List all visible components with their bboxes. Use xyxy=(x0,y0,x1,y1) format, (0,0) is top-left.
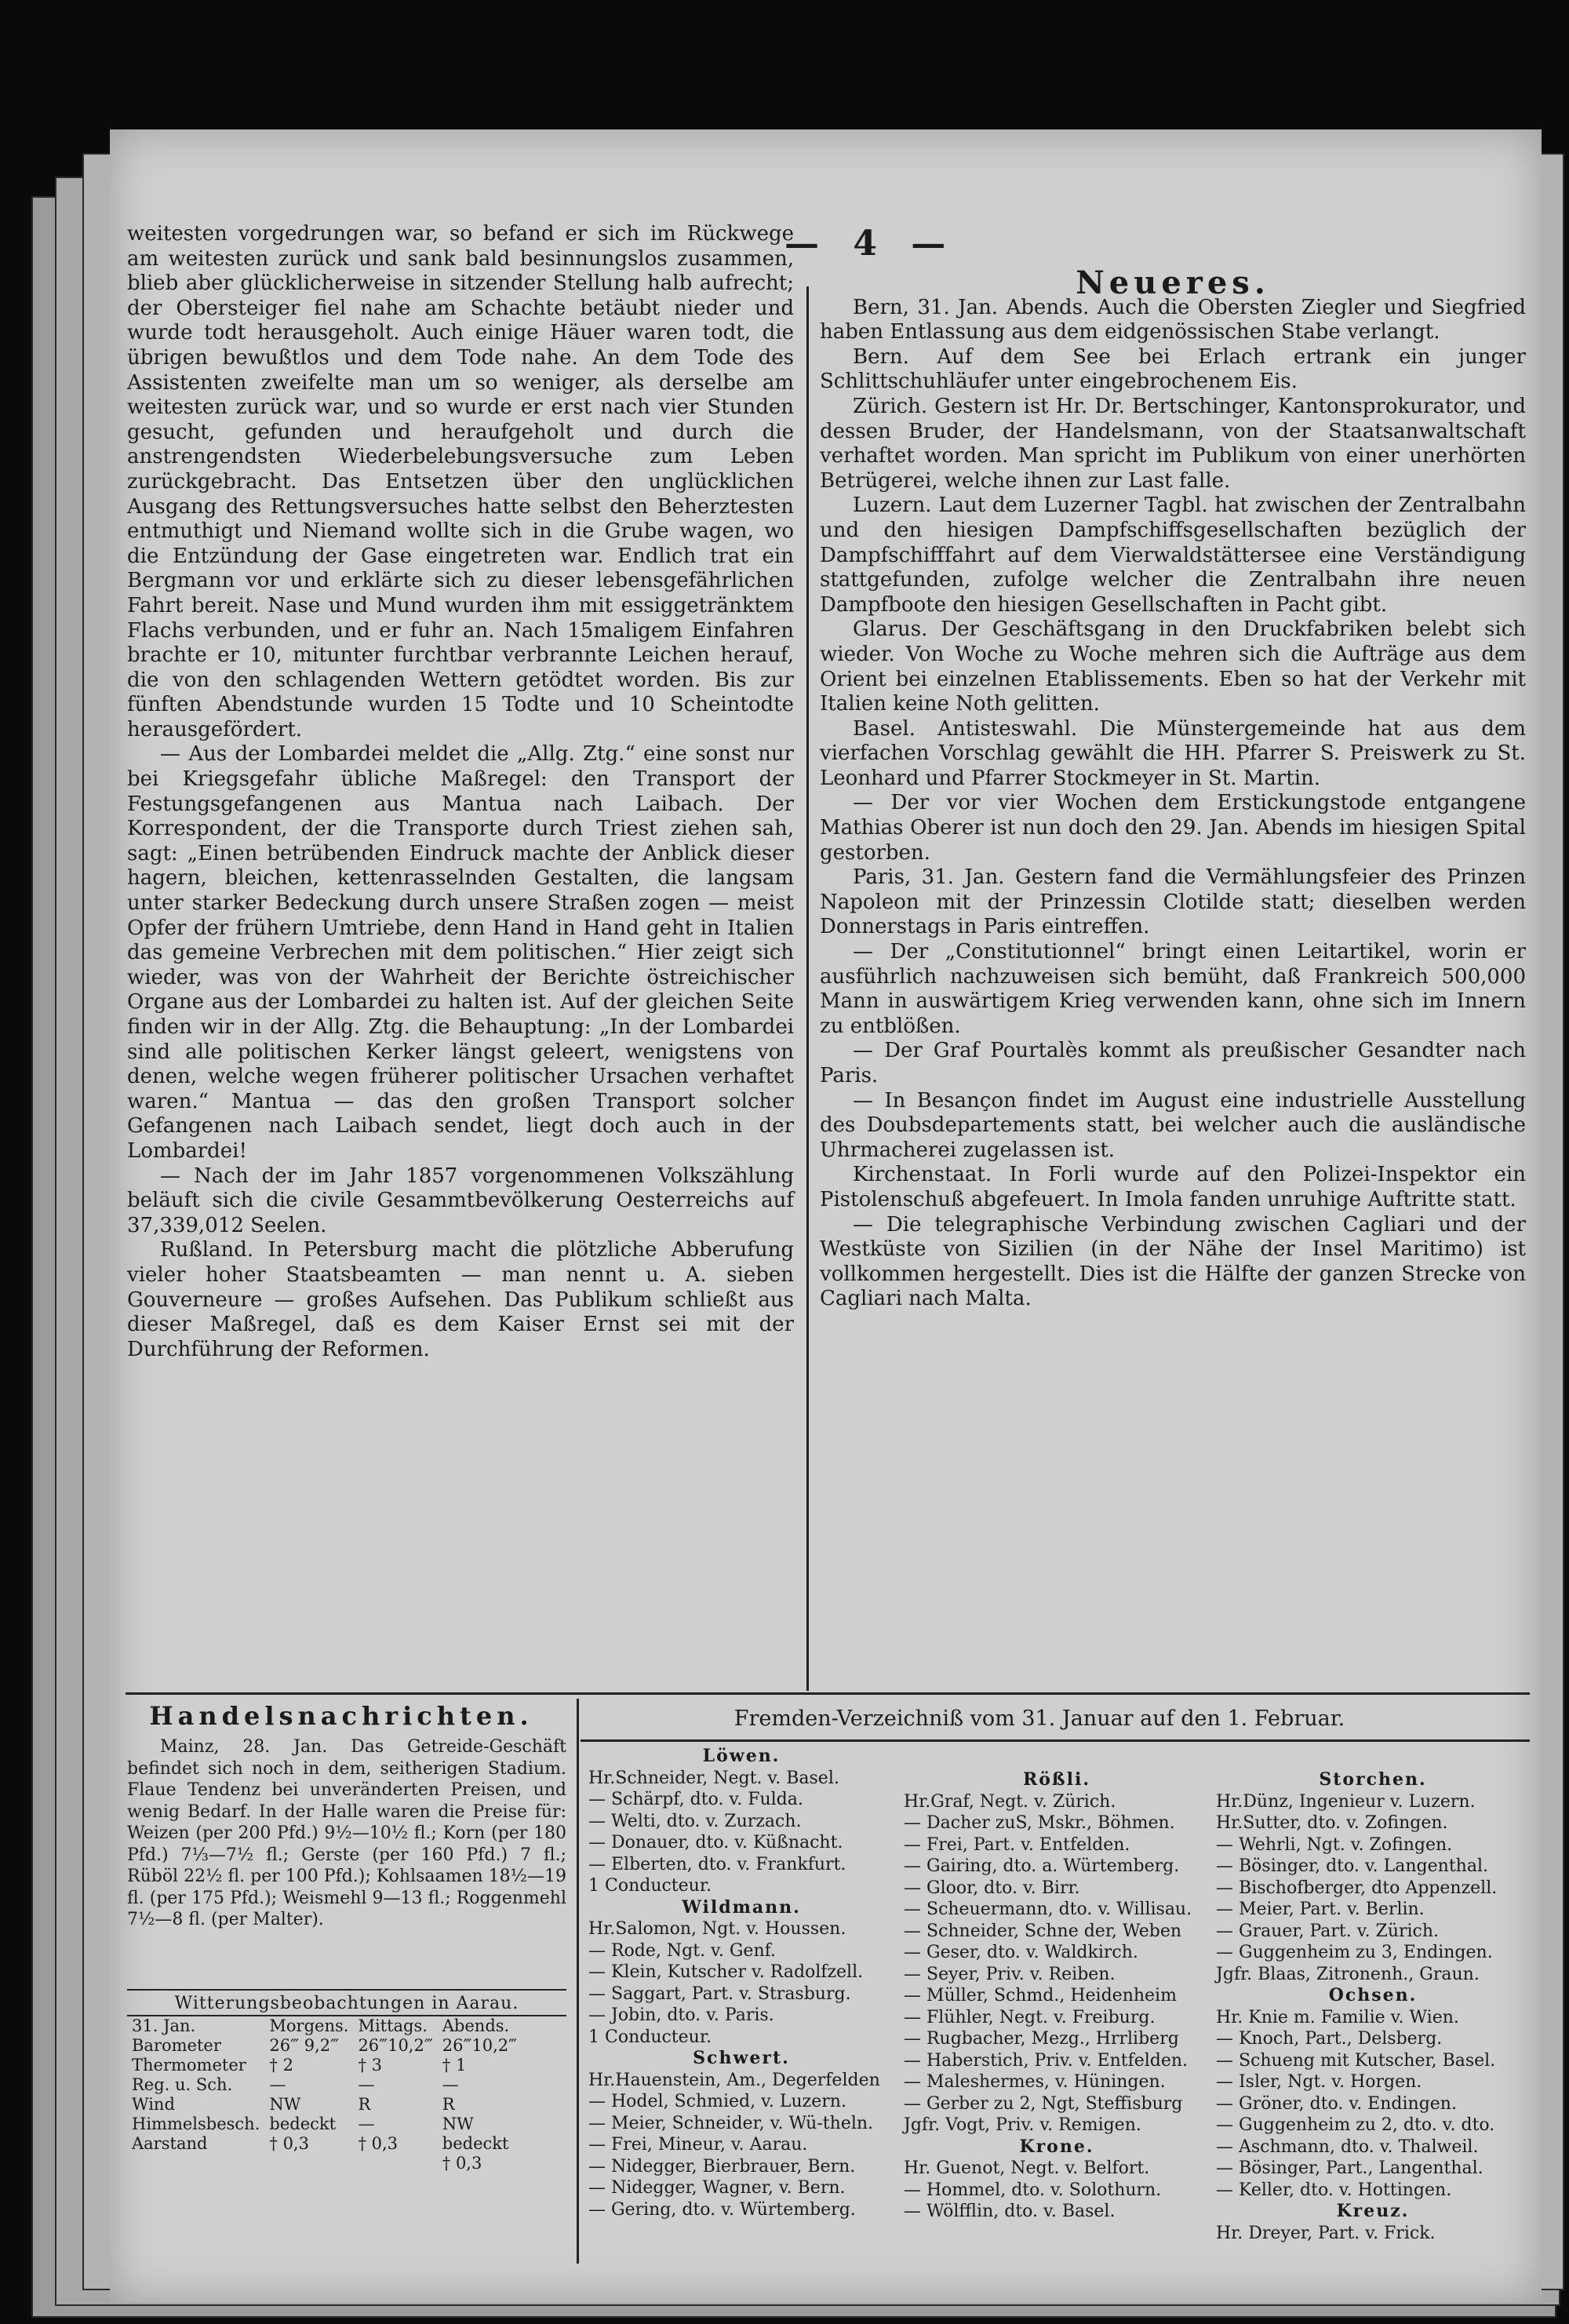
guest-entry: — Meier, Schneider, v. Wü-theln. xyxy=(588,2113,874,2133)
fremden-column-1 xyxy=(588,1746,894,2220)
news-telegraph: — Die telegraphische Verbindung zwischen Cagliari und der Westküste von Sizilien (in der Nähe der Insel Maritimo) ist vollkommen hergestellt. Dies ist die Hälfte der ganzen Strecke von Cagliari nach Malta. xyxy=(820,1212,1526,1311)
column-divider xyxy=(806,286,809,1691)
guest-entry: — Schärpf, dto. v. Fulda. xyxy=(588,1790,803,1809)
guest-entry: — Müller, Schmd., Heidenheim xyxy=(904,1986,1177,2005)
guest-entry: — Gröner, dto. v. Endingen. xyxy=(1216,2093,1457,2114)
guest-entry: — Saggart, Part. v. Strasburg. xyxy=(588,1983,851,2004)
handels-section xyxy=(127,1736,566,1931)
weather-cell: † 1 xyxy=(442,2055,467,2074)
hotel-heading: Kreuz. xyxy=(1336,2201,1410,2221)
news-pourtales: — Der Graf Pourtalès kommt als preußischer Gesandter nach Paris. xyxy=(820,1039,1526,1087)
fremden-column-2 xyxy=(904,1769,1210,2223)
hotel-heading: Krone. xyxy=(1019,2136,1094,2157)
page-number xyxy=(784,224,956,264)
guest-entry: — Gairing, dto. a. Würtemberg. xyxy=(904,1856,1180,1876)
weather-cell: † 0,3 xyxy=(269,2133,309,2153)
guest-entry: — Seyer, Priv. v. Reiben. xyxy=(904,1964,1116,1984)
weather-cell: Himmelsbesch. xyxy=(132,2114,260,2133)
guest-entry: — Jobin, dto. v. Paris. xyxy=(588,2005,774,2025)
guest-entry: Hr.Salomon, Ngt. v. Houssen. xyxy=(588,1919,846,1939)
hotel-heading: Schwert. xyxy=(693,2048,790,2068)
left-column xyxy=(127,222,794,1362)
guest-entry: — Nidegger, Wagner, v. Bern. xyxy=(588,2178,846,2198)
weather-cell: 26‴ 9,2‴ xyxy=(269,2035,340,2055)
article-lombardei: — Aus der Lombardei meldet die „Allg. Ztg.“ eine sonst nur bei Kriegsgefahr übliche Maßregel: den Transport der Festungsgefangenen aus Mantua nach Laibach. Der Korrespondent, der die Transporte durch Triest ziehen sah, sagt: „Einen betrübenden Eindruck machte der Anblick dieser hagern, bleichen, kettenrasselnden Gestalten, die langsam unter starker Bedeckung durch unsere Straßen zogen — meist Opfer der frühern Umtriebe, denn Hand in Hand geht in Italien das gemeine Verbrechen mit dem politischen.“ Hier zeigt sich wieder, was von der Wahrheit der Berichte östreichischer Organe aus der Lombardei zu halten ist. Auf der gleichen Seite finden wir in der Allg. Ztg. die Behauptung: „In der Lombardei sind alle politischen Kerker längst geleert, wenigstens von denen, welche wegen früherer politischer Ursachen verhaftet waren.“ Mantua — das den großen Transport solcher Gefangenen nach Laibach sendet, liegt doch auch in der Lombardei! xyxy=(127,742,794,1163)
guest-entry: — Rugbacher, Mezg., Hrrliberg xyxy=(904,2029,1179,2049)
news-paris: Paris, 31. Jan. Gestern fand die Vermählungsfeier des Prinzen Napoleon mit der Prinzessin Clotilde statt; dieselben werden Donnerstags in Paris eintreffen. xyxy=(820,865,1526,939)
weather-cell: bedeckt xyxy=(269,2114,337,2133)
dash-left: — xyxy=(784,224,830,264)
article-russland: Rußland. In Petersburg macht die plötzliche Abberufung vieler hoher Staatsbeamten — man nennt u. A. sieben Gouverneure — großes Aufsehen. Das Publikum schließt aus dieser Maßregel, daß es dem Kaiser Ernst sei mit der Durchführung der Reformen. xyxy=(127,1238,794,1361)
weather-cell: NW xyxy=(442,2114,474,2133)
handels-text: Mainz, 28. Jan. Das Getreide-Geschäft befindet sich noch in dem, seitherigen Stadium. Flaue Tendenz bei unveränderten Preisen, und wenig Bedarf. In der Halle waren die Preise für: Weizen (per 200 Pfd.) 9½—10½ fl.; Korn (per 180 Pfd.) 7⅓—7½ fl.; Gerste (per 160 Pfd.) 7 fl.; Rüböl 22½ fl. per 100 Pfd.); Kohlsaamen 18½—19 fl. (per 175 Pfd.); Weismehl 9—13 fl.; Roggenmehl 7½—8 fl. (per Malter). xyxy=(127,1737,566,1929)
guest-entry: — Gloor, dto. v. Birr. xyxy=(904,1878,1080,1898)
guest-entry: Hr.Graf, Negt. v. Zürich. xyxy=(904,1791,1116,1812)
weather-row xyxy=(127,2075,522,2095)
weather-cell: 26‴10,2‴ xyxy=(358,2035,433,2055)
weather-header-row xyxy=(127,2016,522,2036)
weather-section xyxy=(127,1993,566,2173)
guest-entry: 1 Conducteur. xyxy=(588,1876,712,1896)
right-column xyxy=(820,264,1526,1312)
news-kirchenstaat: Kirchenstaat. In Forli wurde auf den Polizei-Inspektor ein Pistolenschuß abgefeuert. In Imola fanden unruhige Auftritte statt. xyxy=(820,1163,1526,1211)
guest-entry: Jgfr. Blaas, Zitronenh., Graun. xyxy=(1216,1964,1480,1984)
weather-cell: — xyxy=(358,2074,375,2094)
guest-entry: — Elberten, dto. v. Frankfurt. xyxy=(588,1854,846,1874)
page-number-value: 4 xyxy=(853,224,888,264)
weather-cell: bedeckt xyxy=(442,2133,509,2153)
guest-entry: — Wehrli, Ngt. v. Zofingen. xyxy=(1216,1834,1453,1855)
weather-cell: — xyxy=(442,2074,459,2094)
fremden-title: Fremden-Verzeichniß vom 31. Januar auf den 1. Februar. xyxy=(734,1707,1345,1731)
weather-cell: Wind xyxy=(132,2094,175,2114)
guest-entry: — Bösinger, Part., Langenthal. xyxy=(1216,2158,1483,2178)
guest-entry: — Hommel, dto. v. Solothurn. xyxy=(904,2180,1162,2200)
guest-entry: — Bösinger, dto. v. Langenthal. xyxy=(1216,1856,1488,1876)
guest-entry: — Frei, Part. v. Entfelden. xyxy=(904,1834,1130,1855)
guest-entry: — Schueng mit Kutscher, Basel. xyxy=(1216,2050,1496,2071)
guest-entry: — Schneider, Schne der, Weben xyxy=(904,1921,1182,1941)
news-besancon: — In Besançon findet im August eine industrielle Ausstellung des Doubsdepartements statt, bei welcher auch die ausländische Uhrmacherei zugelassen ist. xyxy=(820,1088,1526,1162)
guest-entry: — Rode, Ngt. v. Genf. xyxy=(588,1940,776,1961)
weather-cell xyxy=(264,2154,353,2173)
hotel-heading: Wildmann. xyxy=(682,1896,801,1918)
dash-right: — xyxy=(911,224,957,264)
weather-cell: Reg. u. Sch. xyxy=(132,2074,233,2094)
weather-header-noon: Mittags. xyxy=(358,2016,428,2035)
weather-cell: † 0,3 xyxy=(442,2153,482,2173)
guest-entry: — Guggenheim zu 3, Endingen. xyxy=(1216,1943,1493,1962)
guest-entry: Hr.Dünz, Ingenieur v. Luzern. xyxy=(1216,1791,1476,1812)
weather-table xyxy=(127,2016,522,2173)
neueres-heading: Neueres. xyxy=(1076,264,1270,301)
guest-entry: 1 Conducteur. xyxy=(588,2027,712,2047)
guest-entry: — Maleshermes, v. Hüningen. xyxy=(904,2072,1166,2092)
guest-entry: Hr.Schneider, Negt. v. Basel. xyxy=(588,1768,839,1788)
weather-row xyxy=(127,2115,522,2134)
guest-entry: — Flühler, Negt. v. Freiburg. xyxy=(904,2007,1156,2027)
weather-cell: † 2 xyxy=(269,2055,293,2074)
weather-row xyxy=(127,2134,522,2154)
weather-title: Witterungsbeobachtungen in Aarau. xyxy=(174,1994,519,2013)
weather-cell: R xyxy=(358,2094,371,2114)
article-mine-accident: weitesten vorgedrungen war, so befand er sich im Rückwege am weitesten zurück und sank bald besinnungslos zusammen, blieb aber glücklicherweise in sitzender Stellung halb aufrecht; der Obersteiger fiel nahe am Schachte betäubt nieder und wurde todt herausgeholt. Auch einige Häuer waren todt, die übrigen bewußtlos und dem Tode nahe. An dem Tode des Assistenten zweifelte man um so weniger, als derselbe am weitesten zurück war, und so wurde er erst nach vier Stunden gesucht, gefunden und heraufgeholt und durch die anstrengendsten Wiederbelebungsversuche zum Leben zurückgebracht. Das Entsetzen über den unglücklichen Ausgang des Rettungsversuches hatte selbst den Beherztesten entmuthigt und Niemand wollte sich in die Grube wagen, wo die Entzündung der Gase eingetreten war. Endlich trat ein Bergmann vor und erklärte sich zu dieser lebensgefährlichen Fahrt bereit. Nase und Mund wurden ihm mit essiggetränktem Flachs verbunden, und er fuhr an. Nach 15maligem Einfahren brachte er 10, mitunter furchtbar verbrannte Leichen herauf, die von den schlagenden Wettern getödtet worden. Bis zur fünften Abendstunde wurden 15 Todte und 10 Scheintodte herausgefördert. xyxy=(127,222,794,741)
weather-cell: † 3 xyxy=(358,2055,382,2074)
guest-entry: — Geser, dto. v. Waldkirch. xyxy=(904,1943,1138,1962)
weather-cell xyxy=(127,2154,264,2173)
weather-header-evening: Abends. xyxy=(442,2016,510,2035)
guest-entry: — Klein, Kutscher v. Radolfzell. xyxy=(588,1962,864,1982)
weather-row xyxy=(127,2036,522,2056)
guest-entry: Hr. Dreyer, Part. v. Frick. xyxy=(1216,2223,1436,2243)
guest-entry: — Knoch, Part., Delsberg. xyxy=(1216,2029,1443,2049)
weather-cell: Aarstand xyxy=(132,2133,208,2153)
news-basel-2: — Der vor vier Wochen dem Erstickungstode entgangene Mathias Oberer ist nun doch den 29. Jan. Abends im hiesigen Spital gestorben. xyxy=(820,791,1526,865)
weather-cell: Thermometer xyxy=(132,2055,246,2074)
guest-entry: — Wölfflin, dto. v. Basel. xyxy=(904,2202,1116,2221)
guest-entry: Hr.Hauenstein, Am., Degerfelden xyxy=(588,2070,880,2090)
newspaper-page xyxy=(110,129,1542,2303)
hotel-heading: Ochsen. xyxy=(1328,1985,1418,2005)
news-basel: Basel. Antisteswahl. Die Münstergemeinde hat aus dem vierfachen Vorschlag gewählt die HH. Pfarrer S. Preiswerk zu St. Leonhard und Pfarrer Stockmeyer in St. Martin. xyxy=(820,716,1526,790)
weather-cell: — xyxy=(269,2074,286,2094)
weather-cell xyxy=(353,2154,437,2173)
fremden-title-rule xyxy=(581,1739,1530,1742)
hotel-heading: Löwen. xyxy=(702,1746,781,1766)
guest-entry: — Welti, dto. v. Zurzach. xyxy=(588,1811,802,1831)
guest-entry: — Donauer, dto. v. Küßnacht. xyxy=(588,1833,843,1852)
weather-cell: Barometer xyxy=(132,2035,221,2055)
weather-body xyxy=(127,2036,522,2173)
guest-entry: — Nidegger, Bierbrauer, Bern. xyxy=(588,2156,856,2176)
article-volkszaehlung: — Nach der im Jahr 1857 vorgenommenen Volkszählung beläuft sich die civile Gesammtbevölkerung Oesterreichs auf 37,339,012 Seelen. xyxy=(127,1164,794,1237)
news-zuerich: Zürich. Gestern ist Hr. Dr. Bertschinger, Kantonsprokurator, und dessen Bruder, der Handelsmann, von der Staatsanwaltschaft verhaftet worden. Man spricht im Publikum von einer unerhörten Betrügerei, welche ihnen zur Last falle. xyxy=(820,394,1526,493)
guest-entry: — Gering, dto. v. Würtemberg. xyxy=(588,2199,856,2220)
guest-entry: — Meier, Part. v. Berlin. xyxy=(1216,1900,1425,1919)
weather-cell: NW xyxy=(269,2094,301,2114)
guest-entry: — Keller, dto. v. Hottingen. xyxy=(1216,2180,1452,2200)
weather-row xyxy=(127,2056,522,2075)
news-luzern: Luzern. Laut dem Luzerner Tagbl. hat zwischen der Zentralbahn und den hiesigen Dampfschiffsgesellschaften bezüglich der Dampfschifffahrt auf dem Vierwaldstättersee eine Verständigung stattgefunden, zufolge welcher die Zentralbahn ihre neuen Dampfboote den hiesigen Gesellschaften in Pacht gibt. xyxy=(820,494,1526,617)
guest-entry: — Grauer, Part. v. Zürich. xyxy=(1216,1921,1440,1941)
weather-cell: † 0,3 xyxy=(358,2133,399,2153)
guest-entry: — Haberstich, Priv. v. Entfelden. xyxy=(904,2050,1189,2071)
news-bern-1: Bern, 31. Jan. Abends. Auch die Obersten Ziegler und Siegfried haben Entlassung aus dem eidgenössischen Stabe verlangt. xyxy=(820,295,1526,344)
guest-entry: — Bischofberger, dto Appenzell. xyxy=(1216,1878,1498,1898)
news-constitutionnel: — Der „Constitutionnel“ bringt einen Leitartikel, worin er ausführlich nachzuweisen sich bemüht, daß Frankreich 500,000 Mann in auswärtigem Krieg verwenden kann, ohne sich im Innern zu entblößen. xyxy=(820,940,1526,1038)
guest-entry: — Aschmann, dto. v. Thalweil. xyxy=(1216,2136,1479,2157)
guest-entry: Hr.Sutter, dto. v. Zofingen. xyxy=(1216,1813,1448,1833)
weather-cell: — xyxy=(358,2114,375,2133)
guest-entry: Jgfr. Vogt, Priv. v. Remigen. xyxy=(904,2115,1141,2135)
news-bern-2: Bern. Auf dem See bei Erlach ertrank ein junger Schlittschuhläufer unter eingebrochenem Eis. xyxy=(820,344,1526,394)
lower-divider-1 xyxy=(577,1699,579,2264)
handels-title: Handelsnachrichten. xyxy=(149,1701,533,1731)
weather-row xyxy=(127,2095,522,2115)
guest-entry: — Isler, Ngt. v. Horgen. xyxy=(1216,2072,1422,2092)
weather-row xyxy=(127,2154,522,2173)
guest-entry: — Frei, Mineur, v. Aarau. xyxy=(588,2135,808,2155)
guest-entry: — Hodel, Schmied, v. Luzern. xyxy=(588,2092,846,2111)
weather-header-morning: Morgens. xyxy=(269,2016,349,2035)
guest-entry: — Guggenheim zu 2, dto. v. dto. xyxy=(1216,2115,1495,2135)
weather-cell: 26‴10,2‴ xyxy=(442,2035,518,2055)
guest-entry: Hr. Guenot, Negt. v. Belfort. xyxy=(904,2158,1150,2178)
weather-rule-mid xyxy=(127,2015,566,2016)
weather-rule-top xyxy=(127,1989,566,1991)
weather-cell: R xyxy=(442,2094,455,2114)
fremden-column-3 xyxy=(1216,1769,1530,2244)
guest-entry: — Gerber zu 2, Ngt, Steffisburg xyxy=(904,2093,1183,2114)
guest-entry: — Dacher zuS, Mskr., Böhmen. xyxy=(904,1813,1175,1833)
hotel-heading: Storchen. xyxy=(1319,1769,1427,1790)
weather-header-date: 31. Jan. xyxy=(132,2016,196,2035)
guest-entry: Hr. Knie m. Familie v. Wien. xyxy=(1216,2007,1459,2027)
hotel-heading: Rößli. xyxy=(1022,1769,1091,1790)
guest-entry: — Scheuermann, dto. v. Willisau. xyxy=(904,1900,1192,1919)
section-rule xyxy=(126,1692,1530,1695)
news-glarus: Glarus. Der Geschäftsgang in den Druckfabriken belebt sich wieder. Von Woche zu Woche mehren sich die Aufträge aus dem Orient bei einzelnen Etablissements. Eben so hat der Verkehr mit Italien keine Noth gelitten. xyxy=(820,617,1526,716)
